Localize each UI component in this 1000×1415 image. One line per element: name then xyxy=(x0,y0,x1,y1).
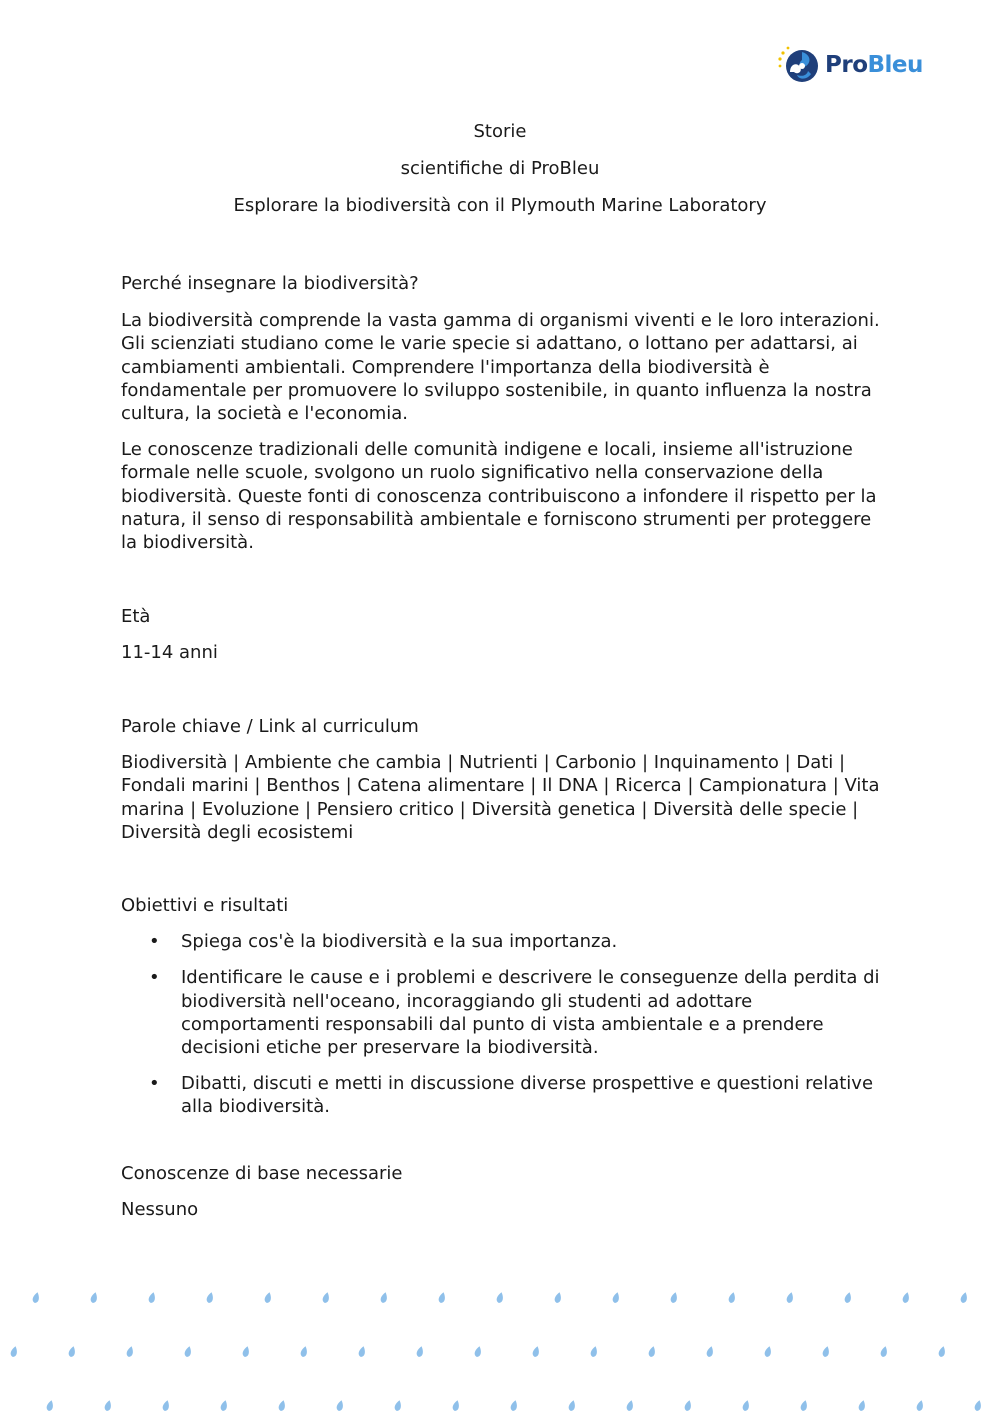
water-drop-icon xyxy=(474,1345,483,1357)
bullet-icon: • xyxy=(149,967,160,989)
water-drop-icon xyxy=(162,1399,171,1411)
title-line-2: scientifiche di ProBleu xyxy=(400,158,600,179)
bullet-icon: • xyxy=(149,931,160,953)
water-drop-icon xyxy=(278,1399,287,1411)
list-item-text: Dibatti, discuti e metti in discussione diverse prospettive e questioni relative alla biodiversità. xyxy=(181,1073,874,1118)
water-drop-icon xyxy=(10,1345,19,1357)
water-drop-icon xyxy=(358,1345,367,1357)
list-item xyxy=(121,966,881,1059)
logo-wordmark xyxy=(825,51,923,78)
water-drop-icon xyxy=(626,1399,635,1411)
water-drop-icon xyxy=(684,1399,693,1411)
list-item-text: Identificare le cause e i problemi e descrivere le conseguenze della perdita di biodiversità nell'oceano, incoraggiando gli studenti ad adottare comportamenti responsabili dal punto di vista ambientale e a prendere decisioni etiche per preservare la biodiversità. xyxy=(181,967,880,1059)
probleu-emblem-icon xyxy=(777,44,821,86)
water-drops-decoration xyxy=(0,1280,1000,1415)
age-value: 11-14 anni xyxy=(121,642,218,664)
section-heading: Parole chiave / Link al curriculum xyxy=(121,716,419,737)
water-drop-icon xyxy=(938,1345,947,1357)
water-drop-icon xyxy=(68,1345,77,1357)
water-drop-icon xyxy=(90,1291,99,1303)
water-drop-icon xyxy=(104,1399,113,1411)
water-drop-icon xyxy=(206,1291,215,1303)
water-drop-icon xyxy=(554,1291,563,1303)
logo-text-bleu: Bleu xyxy=(867,51,923,78)
water-drop-icon xyxy=(496,1291,505,1303)
probleu-logo xyxy=(777,44,923,86)
water-drop-icon xyxy=(822,1345,831,1357)
title-line-3: Esplorare la biodiversità con il Plymouth Marine Laboratory xyxy=(233,195,767,216)
section-heading: Perché insegnare la biodiversità? xyxy=(121,273,419,294)
water-drop-icon xyxy=(858,1399,867,1411)
water-drop-icon xyxy=(126,1345,135,1357)
water-drop-icon xyxy=(916,1399,925,1411)
section-heading: Conoscenze di base necessarie xyxy=(121,1163,403,1184)
paragraph: La biodiversità comprende la vasta gamma di organismi viventi e le loro interazioni. Gli scienziati studiano come le varie specie si adattano, o lottano per adattarsi, ai cambiamenti ambientali. Comprendere l'importanza della biodiversità è fondamentale per promuovere lo sviluppo sostenibile, in quanto influenza la nostra cultura, la società e l'economia. xyxy=(121,310,880,425)
water-drop-icon xyxy=(46,1399,55,1411)
water-drop-icon xyxy=(800,1399,809,1411)
water-drop-icon xyxy=(974,1399,983,1411)
section-prerequisites xyxy=(121,1162,881,1221)
water-drop-icon xyxy=(220,1399,229,1411)
title-line-1: Storie xyxy=(473,121,527,142)
water-drop-icon xyxy=(786,1291,795,1303)
water-drop-icon xyxy=(264,1291,273,1303)
water-drop-icon xyxy=(380,1291,389,1303)
water-drop-icon xyxy=(438,1291,447,1303)
water-drop-icon xyxy=(670,1291,679,1303)
water-drop-icon xyxy=(184,1345,193,1357)
water-drop-icon xyxy=(960,1291,969,1303)
water-drop-icon xyxy=(510,1399,519,1411)
water-drop-icon xyxy=(242,1345,251,1357)
section-why-teach xyxy=(121,272,881,554)
goals-list xyxy=(121,930,881,1118)
water-drop-icon xyxy=(300,1345,309,1357)
water-drop-icon xyxy=(706,1345,715,1357)
water-drop-icon xyxy=(728,1291,737,1303)
section-goals xyxy=(121,894,881,1132)
water-drop-icon xyxy=(322,1291,331,1303)
document-title xyxy=(0,119,1000,230)
list-item xyxy=(121,930,881,953)
section-heading: Età xyxy=(121,606,151,627)
water-drop-icon xyxy=(880,1345,889,1357)
water-drop-icon xyxy=(532,1345,541,1357)
water-drop-icon xyxy=(336,1399,345,1411)
water-drop-icon xyxy=(32,1291,41,1303)
list-item-text: Spiega cos'è la biodiversità e la sua importanza. xyxy=(181,931,618,953)
water-drop-icon xyxy=(416,1345,425,1357)
keywords-list: Biodiversità | Ambiente che cambia | Nutrienti | Carbonio | Inquinamento | Dati | Fondali marini | Benthos | Catena alimentare | Il DNA | Ricerca | Campionatura | Vita marina | Evoluzione | Pensiero critico | Diversità genetica | Diversità delle specie | Diversità degli ecosistemi xyxy=(121,752,880,843)
water-drop-icon xyxy=(590,1345,599,1357)
logo-text-pro: Pro xyxy=(825,51,868,78)
water-drop-icon xyxy=(764,1345,773,1357)
water-drop-icon xyxy=(568,1399,577,1411)
water-drop-icon xyxy=(612,1291,621,1303)
section-age xyxy=(121,605,881,664)
water-drop-icon xyxy=(452,1399,461,1411)
water-drop-icon xyxy=(648,1345,657,1357)
water-drop-icon xyxy=(902,1291,911,1303)
bullet-icon: • xyxy=(149,1073,160,1095)
list-item xyxy=(121,1072,881,1118)
prerequisites-value: Nessuno xyxy=(121,1199,199,1221)
section-keywords xyxy=(121,715,881,844)
water-drop-icon xyxy=(844,1291,853,1303)
section-heading: Obiettivi e risultati xyxy=(121,895,289,916)
water-drop-icon xyxy=(742,1399,751,1411)
water-drop-icon xyxy=(394,1399,403,1411)
water-drop-icon xyxy=(148,1291,157,1303)
paragraph: Le conoscenze tradizionali delle comunità indigene e locali, insieme all'istruzione formale nelle scuole, svolgono un ruolo significativo nella conservazione della biodiversità. Queste fonti di conoscenza contribuiscono a infondere il rispetto per la natura, il senso di responsabilità ambientale e forniscono strumenti per proteggere la biodiversità. xyxy=(121,439,877,554)
